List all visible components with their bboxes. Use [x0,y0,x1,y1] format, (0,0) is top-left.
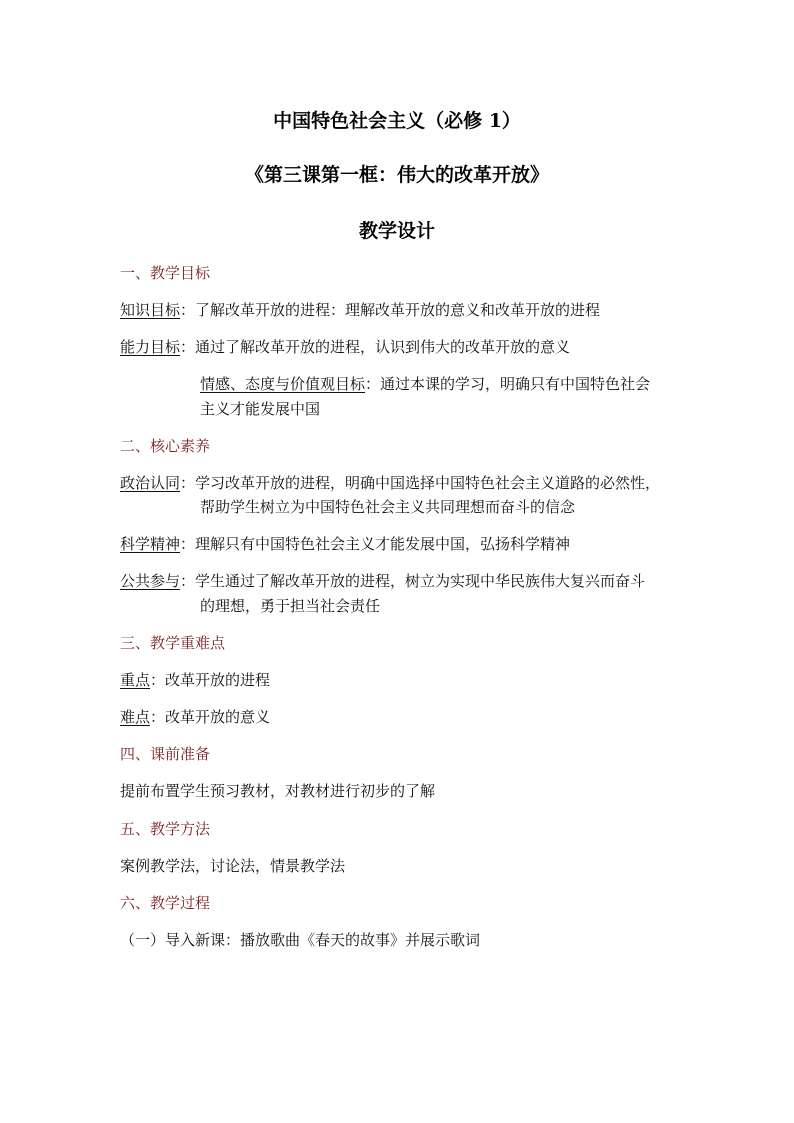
scientific-spirit-label: 科学精神 [120,535,181,553]
lesson-title: 《第三课第一框：伟大的改革开放》 [244,164,549,186]
key-difficulty-text: ：改革开放的意义 [150,708,271,726]
process-intro: （一）导入新课：播放歌曲《春天的故事》并展示歌词 [120,931,481,949]
section-heading-goals: 一、教学目标 [120,264,211,282]
knowledge-goal-text: ：了解改革开放的进程：理解改革开放的意义和改革开放的进程 [180,301,601,319]
design-title: 教学设计 [358,220,435,242]
key-focus-label: 重点 [120,671,151,689]
key-difficulty-label: 难点 [120,708,151,726]
section-heading-prep: 四、课前准备 [120,745,211,763]
scientific-spirit-text: ：理解只有中国特色社会主义才能发展中国，弘扬科学精神 [180,535,571,553]
methods-text: 案例教学法，讨论法，情景教学法 [120,857,346,875]
prep-text: 提前布置学生预习教材，对教材进行初步的了解 [120,782,436,800]
ability-goal-label: 能力目标 [120,338,181,356]
emotion-goal-continued: 主义才能发展中国 [200,400,321,418]
ability-goal [120,336,570,358]
public-participation-label: 公共参与 [120,572,181,590]
public-participation-continued: 的理想，勇于担当社会责任 [200,597,381,615]
ability-goal-text: ：通过了解改革开放的进程，认识到伟大的改革开放的意义 [180,338,571,356]
public-participation-text: ：学生通过了解改革开放的进程，树立为实现中华民族伟大复兴而奋斗 [180,572,646,590]
scientific-spirit [120,533,570,555]
document-title: 中国特色社会主义（必修 1） [273,110,521,132]
public-participation [120,570,645,592]
section-heading-methods: 五、教学方法 [120,820,211,838]
emotion-goal [200,373,650,395]
section-heading-keypoints: 三、教学重难点 [120,634,226,652]
key-focus-text: ：改革开放的进程 [150,671,271,689]
key-difficulty [120,706,270,728]
political-identity-continued: 帮助学生树立为中国特色社会主义共同理想而奋斗的信念 [200,498,576,516]
key-focus [120,669,270,691]
emotion-goal-text: ：通过本课的学习，明确只有中国特色社会 [365,375,651,393]
political-identity-label: 政治认同 [120,474,181,492]
political-identity [120,472,660,494]
section-heading-literacy: 二、核心素养 [120,437,211,455]
section-heading-process: 六、教学过程 [120,894,211,912]
knowledge-goal [120,299,600,321]
knowledge-goal-label: 知识目标 [120,301,181,319]
political-identity-text: ：学习改革开放的进程，明确中国选择中国特色社会主义道路的必然性， [180,474,661,492]
emotion-goal-label: 情感、态度与价值观目标 [200,375,366,393]
